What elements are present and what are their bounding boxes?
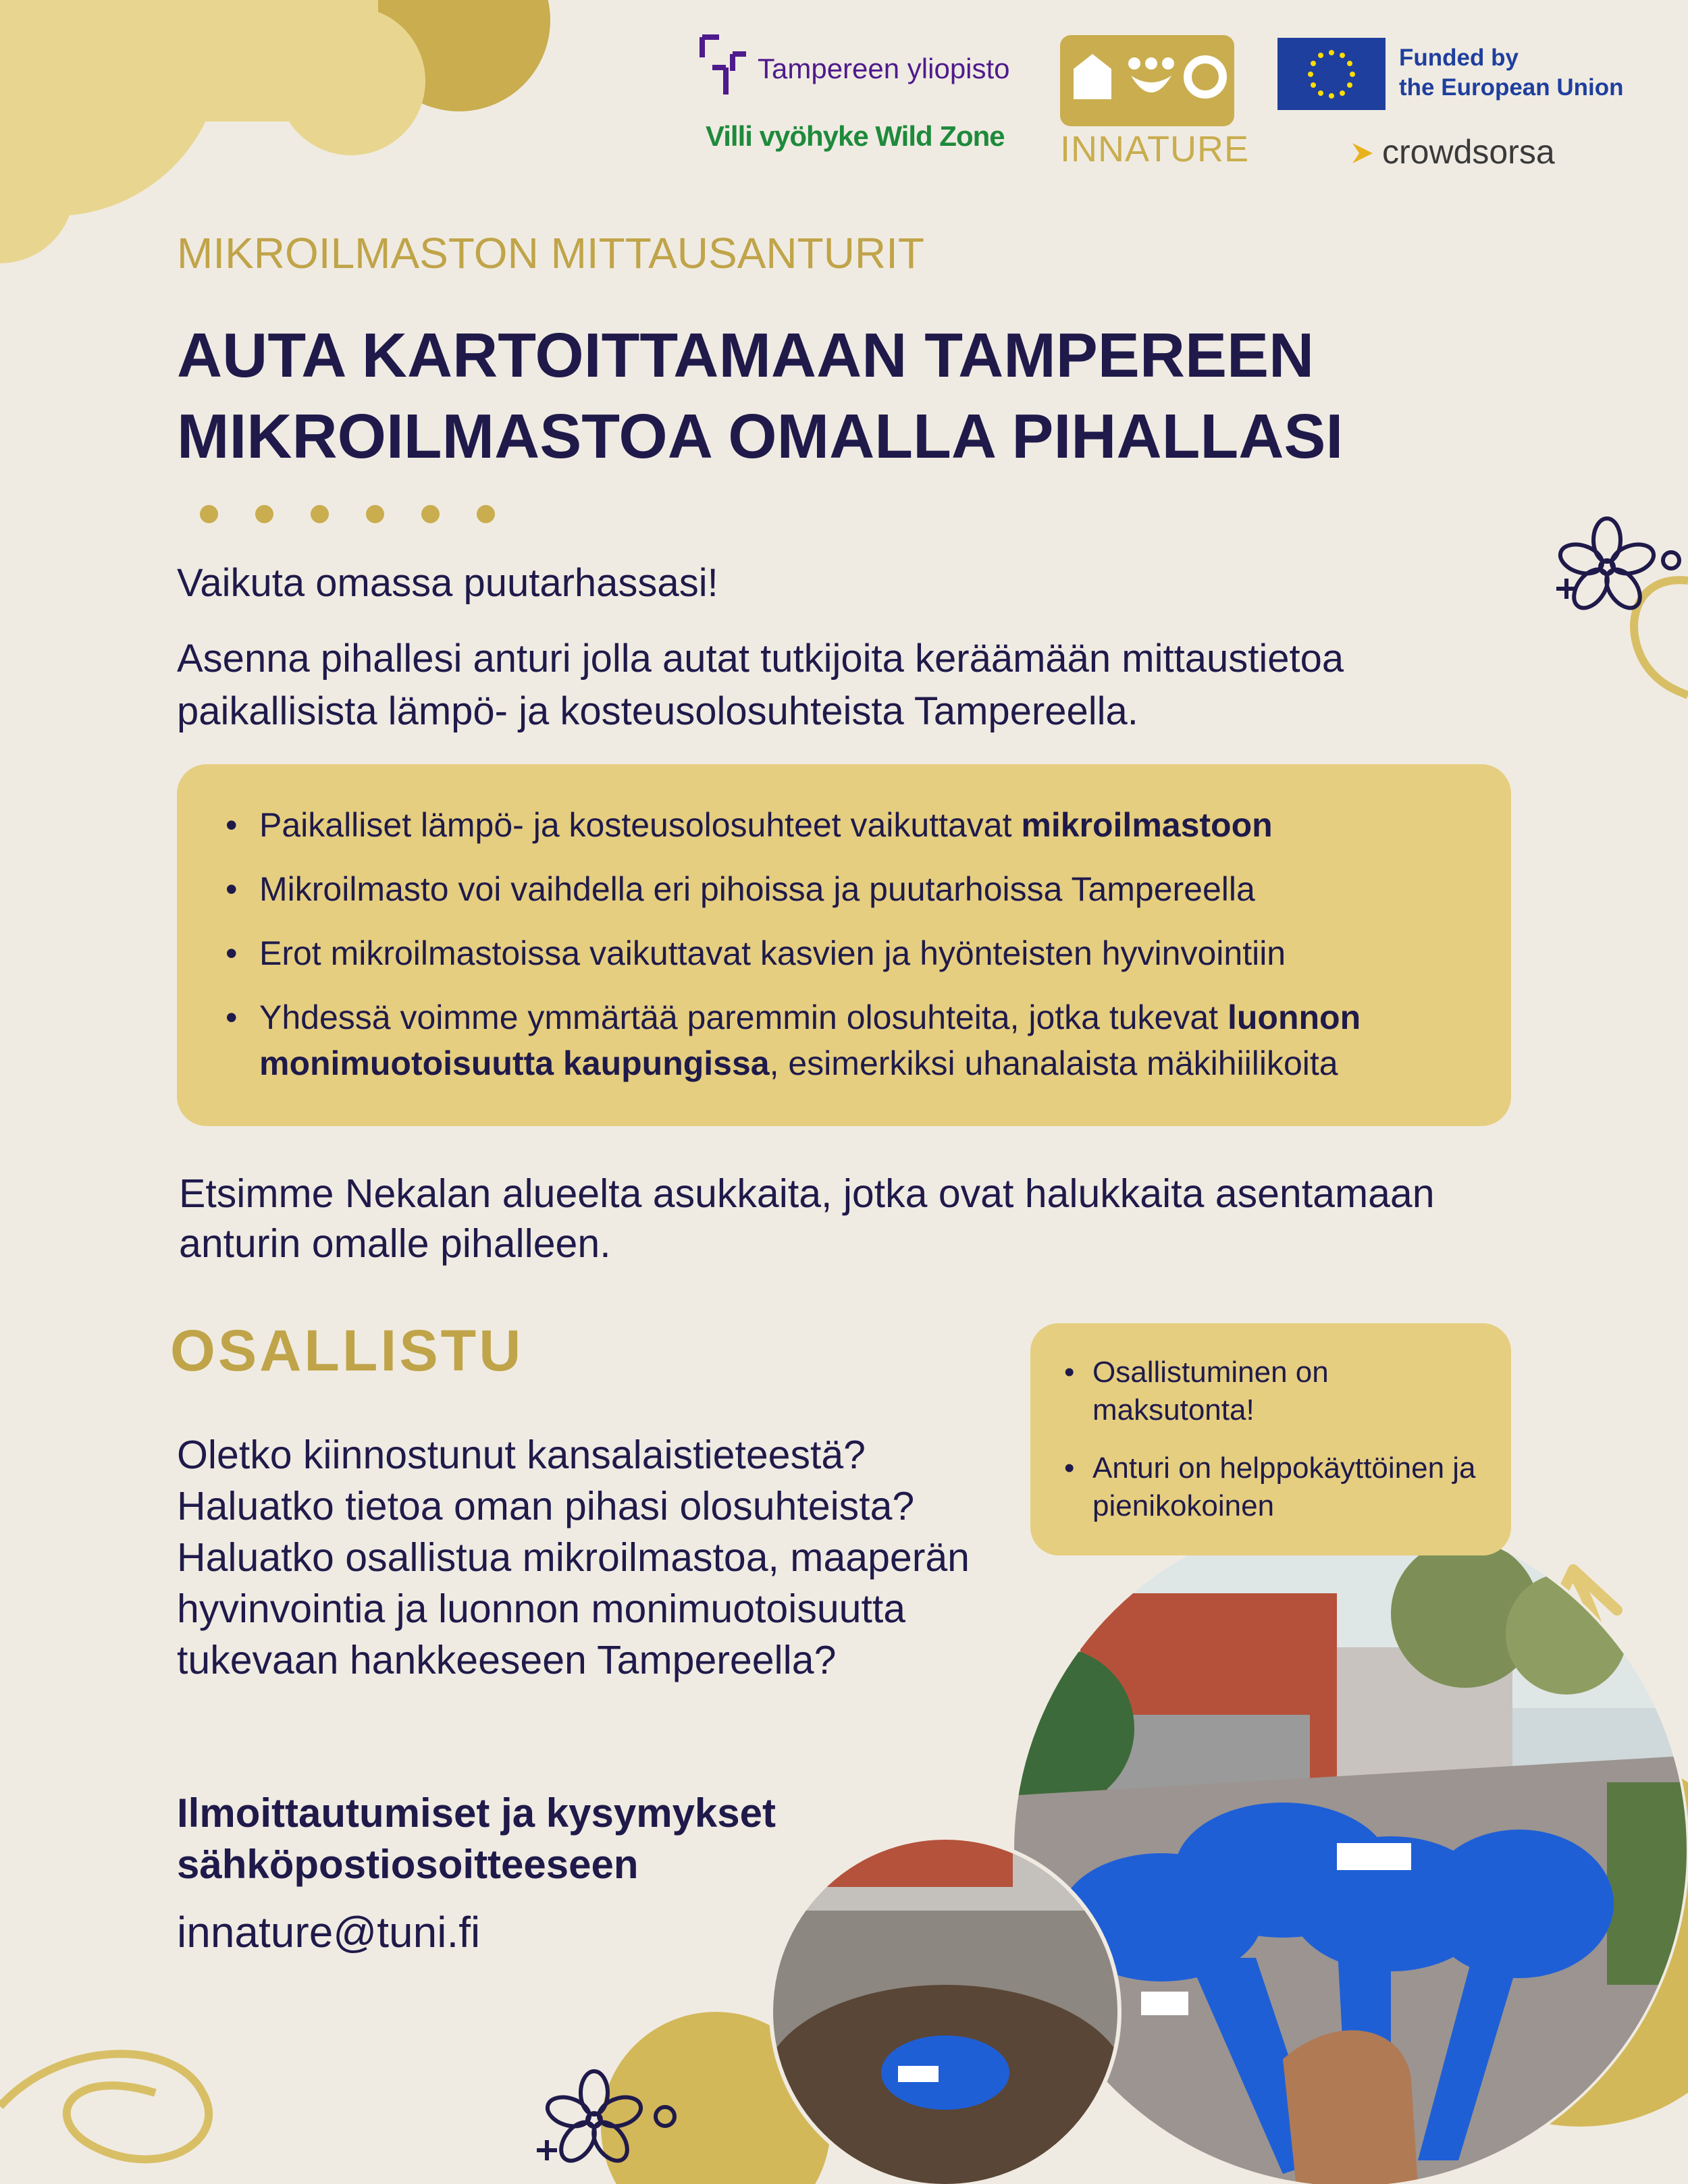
crowdsorsa-logo: crowdsorsa (1382, 133, 1555, 171)
intro-body: Asenna pihallesi anturi jolla autat tutkijoita keräämään mittaustietoa paikallisista lämpö- ja kosteusolosuhteista Tampereella. (177, 637, 1344, 733)
university-logo-icon (695, 27, 749, 101)
contact-label: Ilmoittautumiset ja kysymykset sähköpostiosoitteeseen (177, 1790, 776, 1887)
innature-logo (1060, 35, 1250, 177)
innature-logo-box (1060, 35, 1234, 126)
crowdsorsa-icon (1349, 140, 1376, 167)
eu-line-2: the European Union (1399, 74, 1624, 101)
fact-item: • Mikroilmasto voi vaihdella eri pihoissa ja puutarhoissa Tampereella (226, 866, 1488, 912)
divider-dot (421, 505, 440, 523)
divider-dot (366, 505, 384, 523)
innature-name: INNATURE (1060, 129, 1250, 169)
participation-questions: Oletko kiinnostunut kansalaistieteestä? Haluatko tietoa oman pihasi olosuhteista? Haluatko osallistua mikroilmastoa, maaperän hyvinvointia ja luonnon monimuotoisuutta tukevaan hankkeeseen Tampereella? (177, 1433, 970, 1682)
benefit-item: • Anturi on helppokäyttöinen ja pienikokoinen (1064, 1449, 1496, 1525)
innature-icons (1060, 35, 1234, 126)
divider-dot (255, 505, 273, 523)
call-for-residents: Etsimme Nekalan alueelta asukkaita, jotka ovat halukkaita asentamaan anturin omalle pihalleen. (179, 1171, 1435, 1266)
right-arc-line (1634, 580, 1688, 695)
dot-divider (200, 505, 532, 527)
title-line-1: AUTA KARTOITTAMAAN TAMPEREEN (177, 320, 1315, 390)
facts-box (177, 764, 1511, 1126)
fact-item: • Erot mikroilmastoissa vaikuttavat kasvien ja hyönteisten hyvinvointiin (226, 930, 1488, 976)
university-name: Tampereen yliopisto (758, 53, 1010, 84)
fact-item: • Paikalliset lämpö- ja kosteusolosuhteet vaikuttavat mikroilmastoon (226, 802, 1488, 848)
divider-dot (477, 505, 495, 523)
benefit-item: • Osallistuminen on maksutonta! (1064, 1354, 1496, 1429)
wild-zone-logo: Villi vyöhyke Wild Zone (706, 120, 1005, 152)
contact-email-link[interactable]: innature@tuni.fi (177, 1908, 481, 1956)
benefits-list (1064, 1354, 1496, 1545)
title-line-2: MIKROILMASTOA OMALLA PIHALLASI (177, 401, 1344, 471)
top-left-cloud-shape (0, 0, 550, 263)
divider-dot (311, 505, 329, 523)
benefits-box (1030, 1323, 1511, 1555)
flower-icon (1556, 518, 1679, 614)
kicker-heading: MIKROILMASTON MITTAUSANTURIT (177, 229, 924, 277)
facts-list (226, 802, 1488, 1104)
divider-dot (200, 505, 218, 523)
page-title (177, 315, 1460, 477)
fact-item: • Yhdessä voimme ymmärtää paremmin olosuhteita, jotka tukevat luonnon monimuotoisuutta kaupungissa, esimerkiksi uhanalaista mäkihiilikoita (226, 994, 1488, 1086)
intro-lead: Vaikuta omassa puutarhassasi! (177, 561, 718, 605)
eu-funding-text (1399, 43, 1624, 103)
eu-line-1: Funded by (1399, 45, 1519, 71)
participate-heading: OSALLISTU (170, 1319, 524, 1383)
eu-flag-icon (1277, 38, 1386, 110)
university-logo (695, 27, 1020, 108)
bottom-left-swirl-line (0, 2054, 209, 2159)
